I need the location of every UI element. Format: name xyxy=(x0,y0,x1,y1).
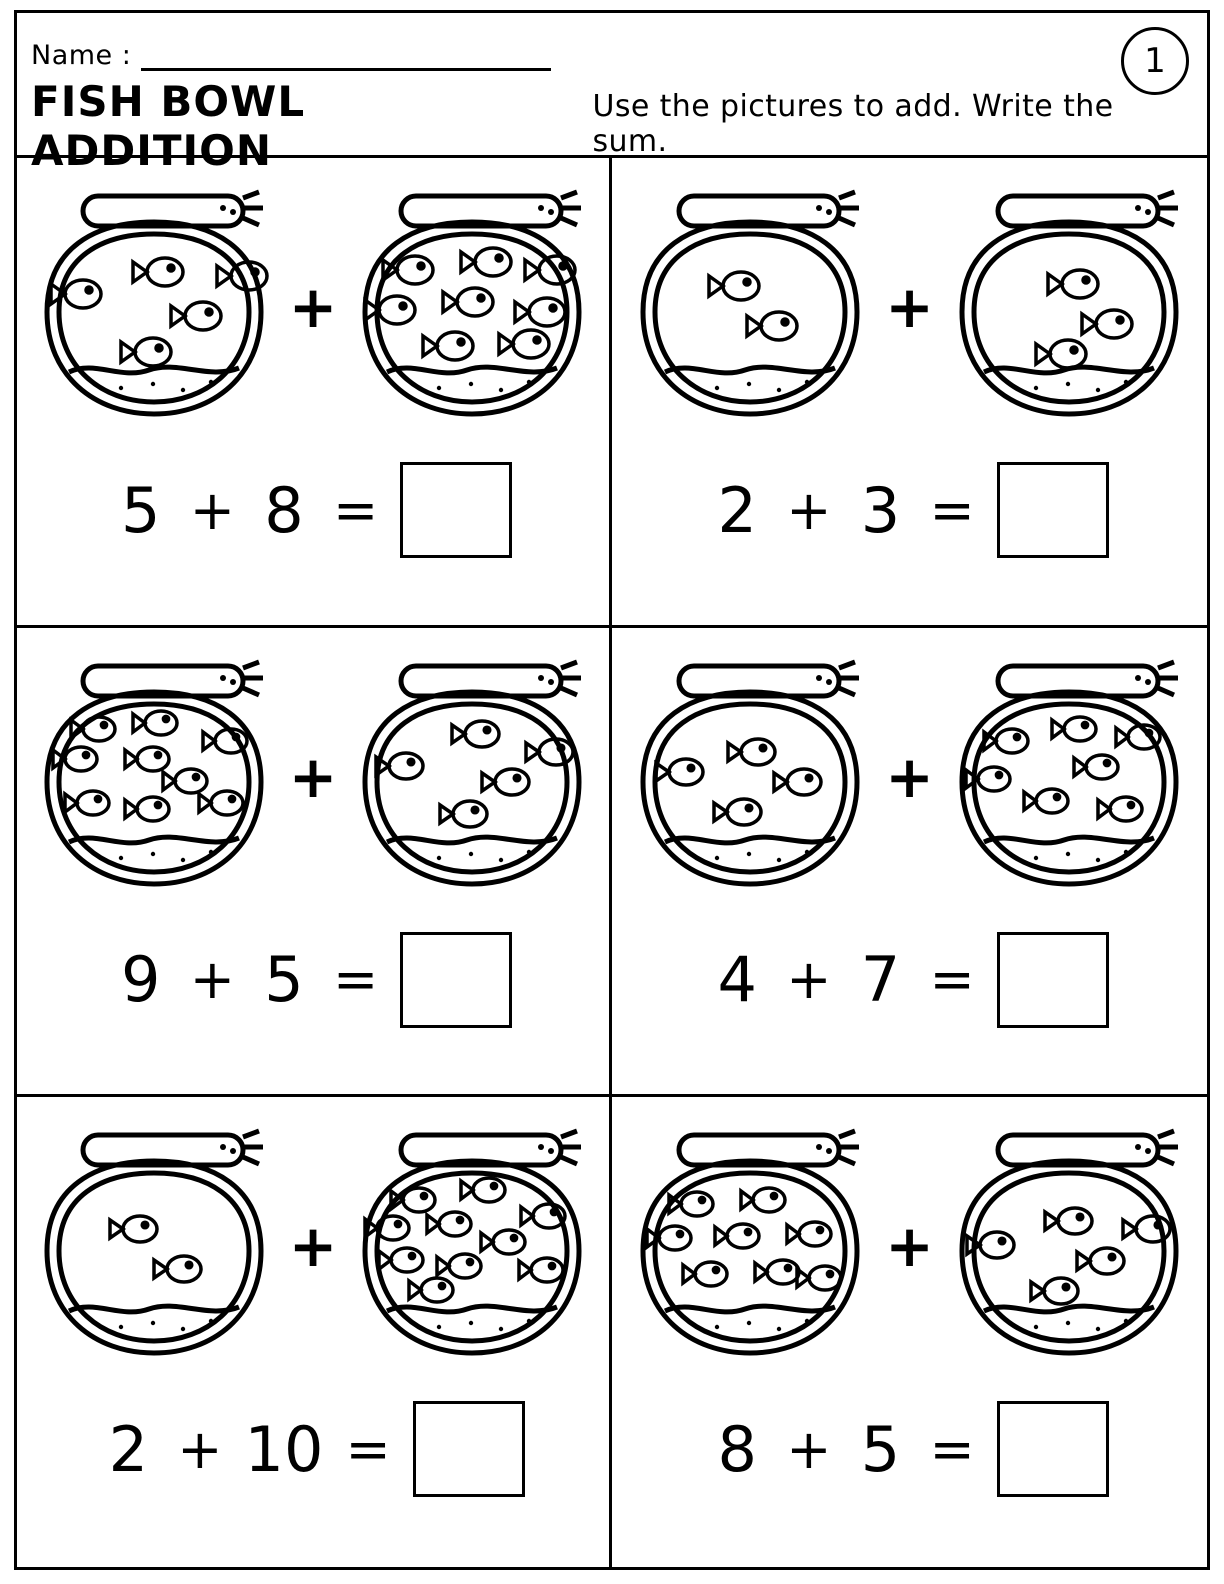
fishbowl-icon xyxy=(621,1121,879,1371)
equation-6 xyxy=(710,1401,1109,1497)
bowl-pair-6 xyxy=(621,1111,1198,1381)
fishbowl-icon xyxy=(25,182,283,432)
answer-box[interactable] xyxy=(400,462,512,558)
page-number-circle xyxy=(1121,27,1189,95)
bowl-pair-4 xyxy=(621,642,1198,912)
equals-sign: = xyxy=(333,948,379,1012)
addend-1: 4 xyxy=(717,943,757,1017)
answer-box[interactable] xyxy=(413,1401,525,1497)
fishbowl-icon xyxy=(343,652,601,902)
answer-box[interactable] xyxy=(400,932,512,1028)
equation-3 xyxy=(114,932,513,1028)
fishbowl-icon xyxy=(25,652,283,902)
page-number: 1 xyxy=(1144,41,1166,81)
operator-plus: + xyxy=(786,948,832,1012)
equation-4 xyxy=(710,932,1109,1028)
fishbowl-icon xyxy=(621,652,879,902)
operator-plus: + xyxy=(189,478,235,542)
fishbowl-icon xyxy=(25,1121,283,1371)
equation-2 xyxy=(710,462,1109,558)
operator-plus: + xyxy=(177,1417,223,1481)
operator-plus: + xyxy=(189,948,235,1012)
problem-cell-2 xyxy=(612,158,1207,628)
plus-sign-4: + xyxy=(885,742,934,811)
page-title: FISH BOWL ADDITION xyxy=(31,77,306,175)
fishbowl-icon xyxy=(343,1121,601,1371)
plus-sign-5: + xyxy=(288,1212,338,1281)
name-row xyxy=(31,19,1197,71)
plus-sign-2: + xyxy=(885,273,934,341)
plus-sign-6: + xyxy=(885,1212,934,1281)
operator-plus: + xyxy=(786,1417,832,1481)
page-instructions: Use the pictures to add. Write the sum. xyxy=(592,89,1114,159)
problem-cell-4 xyxy=(612,628,1207,1098)
fishbowl-icon xyxy=(621,182,879,432)
addend-2: 3 xyxy=(860,473,901,547)
worksheet-header xyxy=(14,10,1210,175)
addend-1: 5 xyxy=(121,473,161,547)
addend-1: 9 xyxy=(121,943,161,1017)
equation-5 xyxy=(101,1401,524,1497)
fishbowl-icon xyxy=(940,652,1198,902)
name-input-line[interactable] xyxy=(141,38,551,71)
addend-2: 7 xyxy=(860,943,901,1017)
addend-1: 2 xyxy=(108,1412,149,1486)
problem-cell-5 xyxy=(17,1097,612,1567)
plus-sign-3: + xyxy=(288,742,338,811)
bowl-pair-3 xyxy=(25,642,602,912)
addend-2: 5 xyxy=(264,943,304,1017)
problems-grid xyxy=(14,158,1210,1570)
equals-sign: = xyxy=(929,948,975,1012)
bowl-pair-1 xyxy=(25,172,602,442)
answer-box[interactable] xyxy=(997,462,1109,558)
problem-cell-1 xyxy=(17,158,612,628)
fishbowl-icon xyxy=(940,182,1198,432)
addend-2: 5 xyxy=(860,1412,901,1486)
plus-sign-1: + xyxy=(288,273,338,341)
addend-1: 2 xyxy=(717,473,757,547)
answer-box[interactable] xyxy=(997,1401,1109,1497)
operator-plus: + xyxy=(786,478,832,542)
equals-sign: = xyxy=(345,1417,391,1481)
addend-2: 8 xyxy=(264,473,304,547)
addend-2: 10 xyxy=(244,1412,324,1486)
equals-sign: = xyxy=(333,478,379,542)
bowl-pair-2 xyxy=(621,172,1198,442)
equals-sign: = xyxy=(929,1417,975,1481)
equation-1 xyxy=(114,462,513,558)
problem-cell-3 xyxy=(17,628,612,1098)
problem-cell-6 xyxy=(612,1097,1207,1567)
addend-1: 8 xyxy=(717,1412,757,1486)
fishbowl-icon xyxy=(940,1121,1198,1371)
equals-sign: = xyxy=(929,478,975,542)
bowl-pair-5 xyxy=(25,1111,602,1381)
name-label: Name : xyxy=(31,40,132,71)
answer-box[interactable] xyxy=(997,932,1109,1028)
fishbowl-icon xyxy=(343,182,601,432)
